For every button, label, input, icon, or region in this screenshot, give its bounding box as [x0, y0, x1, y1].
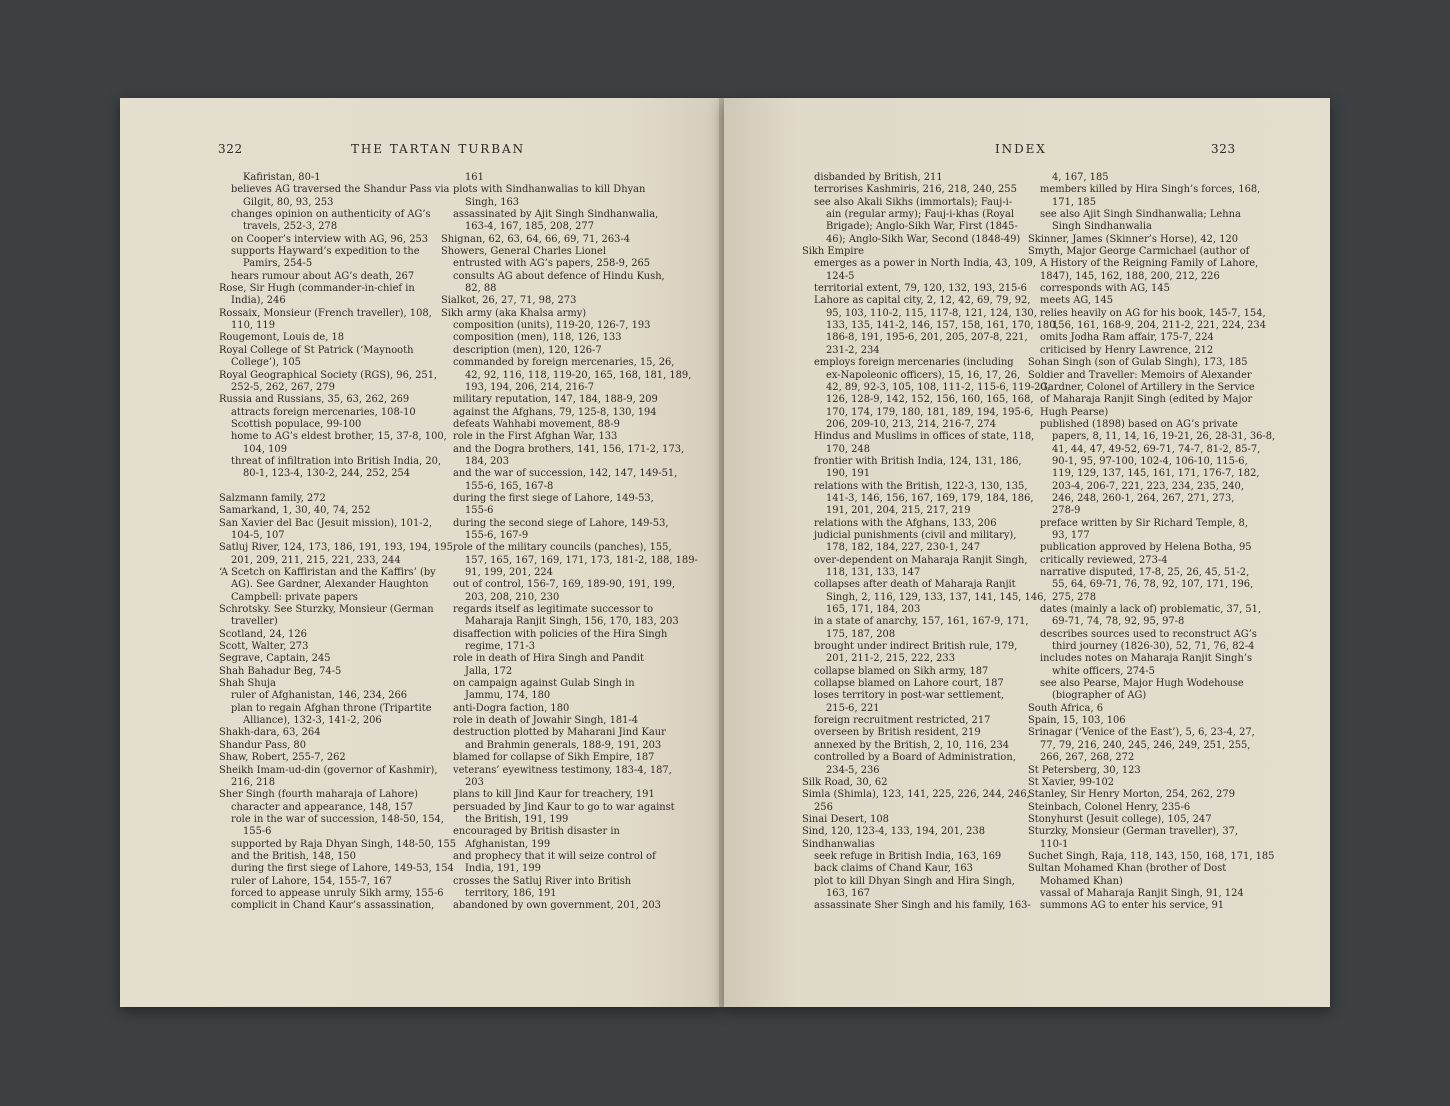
index-line: publication approved by Helena Botha, 95 [1040, 542, 1252, 554]
index-line: Brigade); Anglo-Sikh War, First (1845- [826, 221, 1018, 233]
index-line: 191, 201, 204, 215, 217, 219 [826, 505, 971, 517]
index-line: assassinate Sher Singh and his family, 163- [814, 900, 1031, 912]
index-line: foreign recruitment restricted, 217 [814, 715, 991, 727]
index-line: 110-1 [1040, 838, 1069, 850]
index-line: St Xavier, 99-102 [1028, 776, 1115, 788]
index-column-2 [441, 172, 698, 913]
index-line: 171, 185 [1052, 196, 1096, 208]
index-line: Scottish populace, 99-100 [231, 418, 362, 430]
index-line: and the British, 148, 150 [231, 850, 356, 862]
index-line: believes AG traversed the Shandur Pass via [231, 184, 450, 196]
index-line: 256 [814, 801, 833, 813]
index-line: Sikh Empire [802, 246, 865, 258]
index-line: brought under indirect British rule, 179, [814, 641, 1018, 653]
index-line: AG). See Gardner, Alexander Haughton [231, 579, 429, 591]
index-line: summons AG to enter his service, 91 [1040, 900, 1225, 912]
index-line: blamed for collapse of Sikh Empire, 187 [453, 752, 655, 764]
index-line: and the Dogra brothers, 141, 156, 171-2, 173, [453, 443, 685, 455]
index-line: role in death of Jowahir Singh, 181-4 [453, 715, 639, 727]
index-line: Jalla, 172 [465, 665, 513, 677]
index-line: ain (regular army); Fauj-i-khas (Royal [826, 209, 1015, 221]
index-line: 275, 278 [1052, 591, 1096, 603]
index-line: 91, 199, 201, 224 [465, 567, 553, 578]
index-line: Scotland, 24, 126 [219, 628, 307, 640]
index-line: destruction plotted by Maharani Jind Kaur [453, 727, 666, 739]
index-line: supports Hayward’s expedition to the [231, 246, 420, 258]
index-line: attracts foreign mercenaries, 108-10 [231, 406, 416, 418]
index-line: and the war of succession, 142, 147, 149-51, [453, 468, 678, 480]
index-line: meets AG, 145 [1040, 295, 1114, 307]
index-line: 155-6, 167-9 [465, 529, 529, 541]
index-line: abandoned by own government, 201, 203 [453, 900, 661, 912]
index-line: character and appearance, 148, 157 [231, 801, 414, 813]
index-line: frontier with British India, 124, 131, 186, [814, 455, 1022, 467]
index-line: role of the military councils (panches), 155, [453, 542, 672, 554]
index-line: College’), 105 [231, 357, 301, 369]
index-line: Russia and Russians, 35, 63, 262, 269 [219, 394, 410, 406]
index-line: Hugh Pearse) [1040, 406, 1109, 418]
index-line: threat of infiltration into British India, 20, [231, 455, 442, 467]
index-line: Campbell: private papers [231, 591, 358, 603]
index-line: Sohan Singh (son of Gulab Singh), 173, 185 [1028, 357, 1248, 369]
index-line: Sturzky, Monsieur (German traveller), 37, [1028, 826, 1239, 838]
index-line: plot to kill Dhyan Singh and Hira Singh, [814, 875, 1015, 887]
index-line: travels, 252-3, 278 [243, 221, 338, 233]
index-line: Segrave, Captain, 245 [219, 653, 331, 665]
index-line: Jammu, 174, 180 [465, 690, 551, 702]
index-line: 95, 103, 110-2, 115, 117-8, 121, 124, 130, [826, 307, 1037, 319]
index-line: Stonyhurst (Jesuit college), 105, 247 [1028, 813, 1212, 825]
index-line: relies heavily on AG for his book, 145-7, 154, [1040, 307, 1266, 319]
index-line: judicial punishments (civil and military), [814, 529, 1017, 541]
index-line: 193, 194, 206, 214, 216-7 [465, 381, 594, 393]
index-line: Spain, 15, 103, 106 [1028, 715, 1126, 727]
index-line: ex-Napoleonic officers), 15, 16, 17, 26, [826, 369, 1021, 381]
index-line: 119, 129, 137, 145, 161, 171, 176-7, 182, [1052, 468, 1260, 480]
index-line: loses territory in post-war settlement, [814, 690, 1005, 702]
index-line: during the first siege of Lahore, 149-53, [453, 492, 654, 504]
index-line: Gilgit, 80, 93, 253 [243, 196, 334, 208]
index-line: on Cooper’s interview with AG, 96, 253 [231, 233, 429, 245]
index-line: Rougemont, Louis de, 18 [219, 332, 345, 344]
right-page [724, 98, 1330, 1007]
index-line: 104, 109 [243, 443, 287, 455]
index-line: veterans’ eyewitness testimony, 183-4, 187, [453, 764, 672, 776]
index-line: 175, 187, 208 [826, 628, 896, 640]
index-line: 201, 211-2, 215, 222, 233 [826, 653, 955, 665]
index-line: and prophecy that it will seize control of [453, 850, 656, 862]
index-line: terrorises Kashmiris, 216, 218, 240, 255 [814, 184, 1017, 196]
index-line: 278-9 [1052, 505, 1081, 517]
index-line: Sher Singh (fourth maharaja of Lahore) [219, 789, 419, 801]
index-line: role in the First Afghan War, 133 [453, 431, 618, 443]
index-line: Silk Road, 30, 62 [802, 776, 888, 788]
index-line: Suchet Singh, Raja, 118, 143, 150, 168, 171, 185 [1028, 850, 1275, 862]
index-line: commanded by foreign mercenaries, 15, 26, [453, 357, 675, 369]
index-line: changes opinion on authenticity of AG’s [231, 209, 431, 221]
index-line: Stanley, Sir Henry Morton, 254, 262, 279 [1028, 789, 1235, 801]
page-number: 322 [218, 142, 243, 156]
index-line: forced to appease unruly Sikh army, 155-6 [231, 887, 444, 899]
index-line: composition (units), 119-20, 126-7, 193 [453, 320, 651, 332]
index-line: 82, 88 [465, 283, 497, 295]
index-line: omits Jodha Ram affair, 175-7, 224 [1040, 332, 1214, 344]
index-line: 203, 208, 210, 230 [465, 591, 560, 603]
index-line: San Xavier del Bac (Jesuit mission), 101-2, [219, 517, 432, 529]
index-line: 234-5, 236 [826, 764, 880, 776]
index-line: territory, 186, 191 [465, 887, 557, 899]
index-line: Lahore as capital city, 2, 12, 42, 69, 79, 92, [814, 295, 1031, 307]
index-line: 170, 248 [826, 443, 870, 455]
index-line: 110, 119 [231, 320, 275, 332]
index-line: 155-6 [243, 826, 272, 838]
index-line: 165, 171, 184, 203 [826, 604, 921, 616]
index-line: 155-6, 165, 167-8 [465, 480, 554, 492]
index-line: A History of the Reigning Family of Lahore, [1040, 258, 1259, 270]
index-line: 118, 131, 133, 147 [826, 567, 921, 578]
index-line: 41, 44, 47, 49-52, 69-71, 74-7, 81-2, 85-7, [1052, 443, 1261, 455]
index-line: 80-1, 123-4, 130-2, 244, 252, 254 [243, 468, 411, 480]
index-line: Gardner, Colonel of Artillery in the Service [1040, 381, 1255, 393]
index-line: Singh Sindhanwalia [1052, 221, 1152, 233]
index-line: Sultan Mohamed Khan (brother of Dost [1028, 863, 1227, 875]
index-line: anti-Dogra faction, 180 [453, 702, 570, 714]
index-line: hears rumour about AG’s death, 267 [231, 270, 415, 282]
index-line: Shah Shuja [219, 678, 276, 690]
index-line: Sind, 120, 123-4, 133, 194, 201, 238 [802, 826, 985, 838]
index-line: 46); Anglo-Sikh War, Second (1848-49) [826, 233, 1021, 245]
index-line: during the first siege of Lahore, 149-53, 154 [231, 863, 454, 875]
index-line: Salzmann family, 272 [219, 492, 326, 504]
index-line: 55, 64, 69-71, 76, 78, 92, 107, 171, 196, [1052, 579, 1254, 591]
index-line: crosses the Satluj River into British [453, 875, 632, 887]
page-number: 323 [1211, 142, 1236, 156]
index-line: Royal Geographical Society (RGS), 96, 251, [219, 369, 438, 381]
index-line: in a state of anarchy, 157, 161, 167-9, 171, [814, 616, 1029, 628]
index-line: critically reviewed, 273-4 [1040, 554, 1168, 566]
index-line: 42, 89, 92-3, 105, 108, 111-2, 115-6, 119-20, [826, 381, 1050, 393]
index-line: regime, 171-3 [465, 641, 535, 653]
index-line: St Petersberg, 30, 123 [1028, 764, 1141, 776]
index-line: 246, 248, 260-1, 264, 267, 271, 273, [1052, 492, 1235, 504]
index-line: the British, 191, 199 [465, 813, 569, 825]
index-line: 77, 79, 216, 240, 245, 246, 249, 251, 255, [1040, 739, 1251, 751]
index-line: overseen by British resident, 219 [814, 727, 981, 739]
index-line: 203-4, 206-7, 221, 223, 234, 235, 240, [1052, 480, 1244, 492]
index-line: Sialkot, 26, 27, 71, 98, 273 [441, 295, 577, 307]
index-line: 141-3, 146, 156, 167, 169, 179, 184, 186, [826, 492, 1034, 504]
index-line: see also Ajit Singh Sindhanwalia; Lehna [1040, 209, 1241, 221]
index-line: Sikh army (aka Khalsa army) [441, 307, 587, 319]
index-line: 161 [465, 172, 484, 183]
index-line: Kafiristan, 80-1 [243, 172, 321, 183]
index-line: 231-2, 234 [826, 344, 880, 356]
index-line: describes sources used to reconstruct AG’s [1040, 628, 1257, 640]
index-line: of Maharaja Ranjit Singh (edited by Major [1040, 394, 1253, 406]
index-line: Srinagar (‘Venice of the East’), 5, 6, 23-4, 27, [1028, 727, 1255, 739]
index-line: Pamirs, 254-5 [243, 258, 313, 270]
index-line: collapse blamed on Sikh army, 187 [814, 665, 989, 677]
index-line: 90-1, 95, 97-100, 102-4, 106-10, 115-6, [1052, 455, 1248, 467]
index-line: relations with the Afghans, 133, 206 [814, 517, 997, 529]
index-line: 215-6, 221 [826, 702, 880, 714]
index-line: Afghanistan, 199 [465, 838, 551, 850]
index-line: 93, 177 [1052, 529, 1090, 541]
index-line: 163, 167 [826, 887, 870, 899]
index-line: narrative disputed, 17-8, 25, 26, 45, 51-2, [1040, 567, 1250, 578]
index-line: papers, 8, 11, 14, 16, 19-21, 26, 28-31, 36-8, [1052, 431, 1276, 443]
index-line: ruler of Lahore, 154, 155-7, 167 [231, 875, 392, 887]
index-line: Singh, 163 [465, 196, 520, 208]
index-line: Sheikh Imam-ud-din (governor of Kashmir), [219, 764, 438, 776]
index-line: 104-5, 107 [231, 529, 285, 541]
index-line: 124-5 [826, 270, 855, 282]
index-line: Maharaja Ranjit Singh, 156, 170, 183, 203 [465, 616, 679, 628]
index-line: persuaded by Jind Kaur to go to war against [453, 801, 675, 813]
index-line: role in the war of succession, 148-50, 154, [231, 813, 444, 825]
index-line: 203 [465, 776, 484, 788]
index-line: Simla (Shimla), 123, 141, 225, 226, 244, 246, [802, 789, 1030, 801]
index-line: (biographer of AG) [1052, 690, 1147, 702]
index-line: white officers, 274-5 [1052, 665, 1155, 677]
index-line: 69-71, 74, 78, 92, 95, 97-8 [1052, 616, 1185, 628]
index-line: 184, 203 [465, 455, 509, 467]
index-line: 1847), 145, 162, 188, 200, 212, 226 [1040, 270, 1220, 282]
index-line: 190, 191 [826, 468, 870, 480]
index-line: home to AG’s eldest brother, 15, 37-8, 100, [231, 431, 447, 443]
index-line: Schrotsky. See Sturzky, Monsieur (German [219, 604, 434, 616]
index-line: corresponds with AG, 145 [1040, 283, 1170, 295]
index-line: 155-6 [465, 505, 494, 517]
index-line: 163-4, 167, 185, 208, 277 [465, 221, 594, 233]
index-line: South Africa, 6 [1028, 702, 1104, 714]
index-line: defeats Wahhabi movement, 88-9 [453, 418, 620, 430]
index-line: plan to regain Afghan throne (Tripartite [231, 702, 432, 714]
index-line: out of control, 156-7, 169, 189-90, 191, 199, [453, 579, 676, 591]
index-line: encouraged by British disaster in [453, 826, 620, 838]
index-line: disbanded by British, 211 [814, 172, 943, 183]
index-line: Smyth, Major George Carmichael (author of [1028, 246, 1250, 258]
running-head: THE TARTAN TURBAN [351, 142, 525, 156]
index-line: and Brahmin generals, 188-9, 191, 203 [465, 739, 662, 751]
index-line: members killed by Hira Singh’s forces, 168, [1040, 184, 1261, 196]
index-line: emerges as a power in North India, 43, 109, [814, 258, 1036, 270]
index-line: Sindhanwalias [802, 838, 875, 850]
index-line: criticised by Henry Lawrence, 212 [1040, 344, 1214, 356]
index-line: see also Akali Sikhs (immortals); Fauj-i- [814, 196, 1013, 208]
index-line: employs foreign mercenaries (including [814, 357, 1014, 369]
index-line: Showers, General Charles Lionel [441, 246, 607, 258]
index-line: plots with Sindhanwalias to kill Dhyan [453, 184, 646, 196]
running-head: INDEX [995, 142, 1047, 156]
index-line: description (men), 120, 126-7 [453, 344, 602, 356]
index-line: during the second siege of Lahore, 149-53, [453, 517, 669, 529]
index-line: military reputation, 147, 184, 188-9, 209 [453, 394, 658, 406]
index-line: see also Pearse, Major Hugh Wodehouse [1040, 678, 1244, 690]
index-line: preface written by Sir Richard Temple, 8, [1040, 517, 1248, 529]
index-line: Shah Bahadur Beg, 74-5 [219, 665, 342, 677]
index-line: annexed by the British, 2, 10, 116, 234 [814, 739, 1010, 751]
index-line: Soldier and Traveller: Memoirs of Alexander [1028, 369, 1252, 381]
index-line: India), 246 [231, 295, 286, 307]
index-line: Samarkand, 1, 30, 40, 74, 252 [219, 505, 371, 517]
index-line: 133, 135, 141-2, 146, 157, 158, 161, 170, 180, [826, 320, 1059, 332]
index-line: complicit in Chand Kaur’s assassination, [231, 900, 435, 912]
index-column-1 [219, 172, 457, 913]
index-line: on campaign against Gulab Singh in [453, 678, 635, 690]
index-line: 157, 165, 167, 169, 171, 173, 181-2, 188, 189- [465, 554, 698, 566]
index-line: vassal of Maharaja Ranjit Singh, 91, 124 [1040, 887, 1244, 899]
index-line: traveller) [231, 616, 278, 628]
index-line: over-dependent on Maharaja Ranjit Singh, [814, 554, 1028, 566]
index-line: regards itself as legitimate successor to [453, 604, 654, 616]
index-line: Royal College of St Patrick (‘Maynooth [219, 344, 414, 356]
index-line: disaffection with policies of the Hira Singh [453, 628, 668, 640]
index-line: 252-5, 262, 267, 279 [231, 381, 335, 393]
index-line: Shakh-dara, 63, 264 [219, 727, 321, 739]
index-line: Alliance), 132-3, 141-2, 206 [243, 715, 382, 727]
index-line: 42, 92, 116, 118, 119-20, 165, 168, 181, 189, [465, 369, 692, 381]
index-line: seek refuge in British India, 163, 169 [814, 850, 1002, 862]
index-line: plans to kill Jind Kaur for treachery, 191 [453, 789, 655, 801]
index-line: collapse blamed on Lahore court, 187 [814, 678, 1004, 690]
index-line: 156, 161, 168-9, 204, 211-2, 221, 224, 234 [1052, 320, 1266, 332]
index-line: role in death of Hira Singh and Pandit [453, 653, 644, 665]
index-line: Mohamed Khan) [1040, 875, 1123, 887]
spacer [219, 481, 425, 493]
index-line: India, 191, 199 [465, 863, 541, 875]
index-column-2 [1028, 172, 1276, 913]
index-line: published (1898) based on AG’s private [1040, 418, 1238, 430]
index-line: 4, 167, 185 [1052, 172, 1109, 183]
index-line: Shignan, 62, 63, 64, 66, 69, 71, 263-4 [441, 233, 631, 245]
index-line: ‘A Scetch on Kaffiristan and the Kaffirs’ (by [219, 567, 436, 578]
index-line: 216, 218 [231, 776, 275, 788]
index-line: against the Afghans, 79, 125-8, 130, 194 [453, 406, 657, 418]
index-line: Satluj River, 124, 173, 186, 191, 193, 194, 195, [219, 542, 457, 554]
index-line: Rossaix, Monsieur (French traveller), 108, [219, 307, 432, 319]
index-line: Scott, Walter, 273 [219, 641, 309, 653]
index-line: third journey (1826-30), 52, 71, 76, 82-4 [1052, 641, 1255, 653]
index-line: collapses after death of Maharaja Ranjit [814, 579, 1016, 591]
index-line: Steinbach, Colonel Henry, 235-6 [1028, 801, 1191, 813]
index-line: relations with the British, 122-3, 130, 135, [814, 480, 1028, 492]
index-line: dates (mainly a lack of) problematic, 37, 51, [1040, 604, 1262, 616]
index-line: consults AG about defence of Hindu Kush, [453, 270, 665, 282]
index-line: 170, 174, 179, 180, 181, 189, 194, 195-6, [826, 406, 1034, 418]
index-line: entrusted with AG’s papers, 258-9, 265 [453, 258, 651, 270]
index-line: Sinai Desert, 108 [802, 813, 889, 825]
index-line: 201, 209, 211, 215, 221, 233, 244 [231, 554, 401, 566]
index-line: 266, 267, 268, 272 [1040, 752, 1135, 764]
index-line: assassinated by Ajit Singh Sindhanwalia, [453, 209, 659, 221]
index-line: includes notes on Maharaja Ranjit Singh’s [1040, 653, 1253, 665]
index-line: 186-8, 191, 195-6, 201, 205, 207-8, 221, [826, 332, 1028, 344]
index-line: composition (men), 118, 126, 133 [453, 332, 622, 344]
index-line: Skinner, James (Skinner’s Horse), 42, 120 [1028, 233, 1239, 245]
index-line: Hindus and Muslims in offices of state, 118, [814, 431, 1035, 443]
index-line: 206, 209-10, 213, 214, 216-7, 274 [826, 418, 997, 430]
index-line: 178, 182, 184, 227, 230-1, 247 [826, 542, 981, 554]
index-line: back claims of Chand Kaur, 163 [814, 863, 973, 875]
index-line: Rose, Sir Hugh (commander-in-chief in [219, 283, 415, 295]
left-page [120, 98, 720, 1007]
index-line: Singh, 2, 116, 129, 133, 137, 141, 145, 146, [826, 591, 1047, 603]
index-line: territorial extent, 79, 120, 132, 193, 215-6 [814, 283, 1027, 295]
index-line: controlled by a Board of Administration, [814, 752, 1016, 764]
index-line: ruler of Afghanistan, 146, 234, 266 [231, 690, 408, 702]
index-line: Shaw, Robert, 255-7, 262 [219, 752, 346, 764]
index-line: Shandur Pass, 80 [219, 739, 306, 751]
index-line: 126, 128-9, 142, 152, 156, 160, 165, 168, [826, 394, 1034, 406]
index-line: supported by Raja Dhyan Singh, 148-50, 155 [231, 838, 457, 850]
